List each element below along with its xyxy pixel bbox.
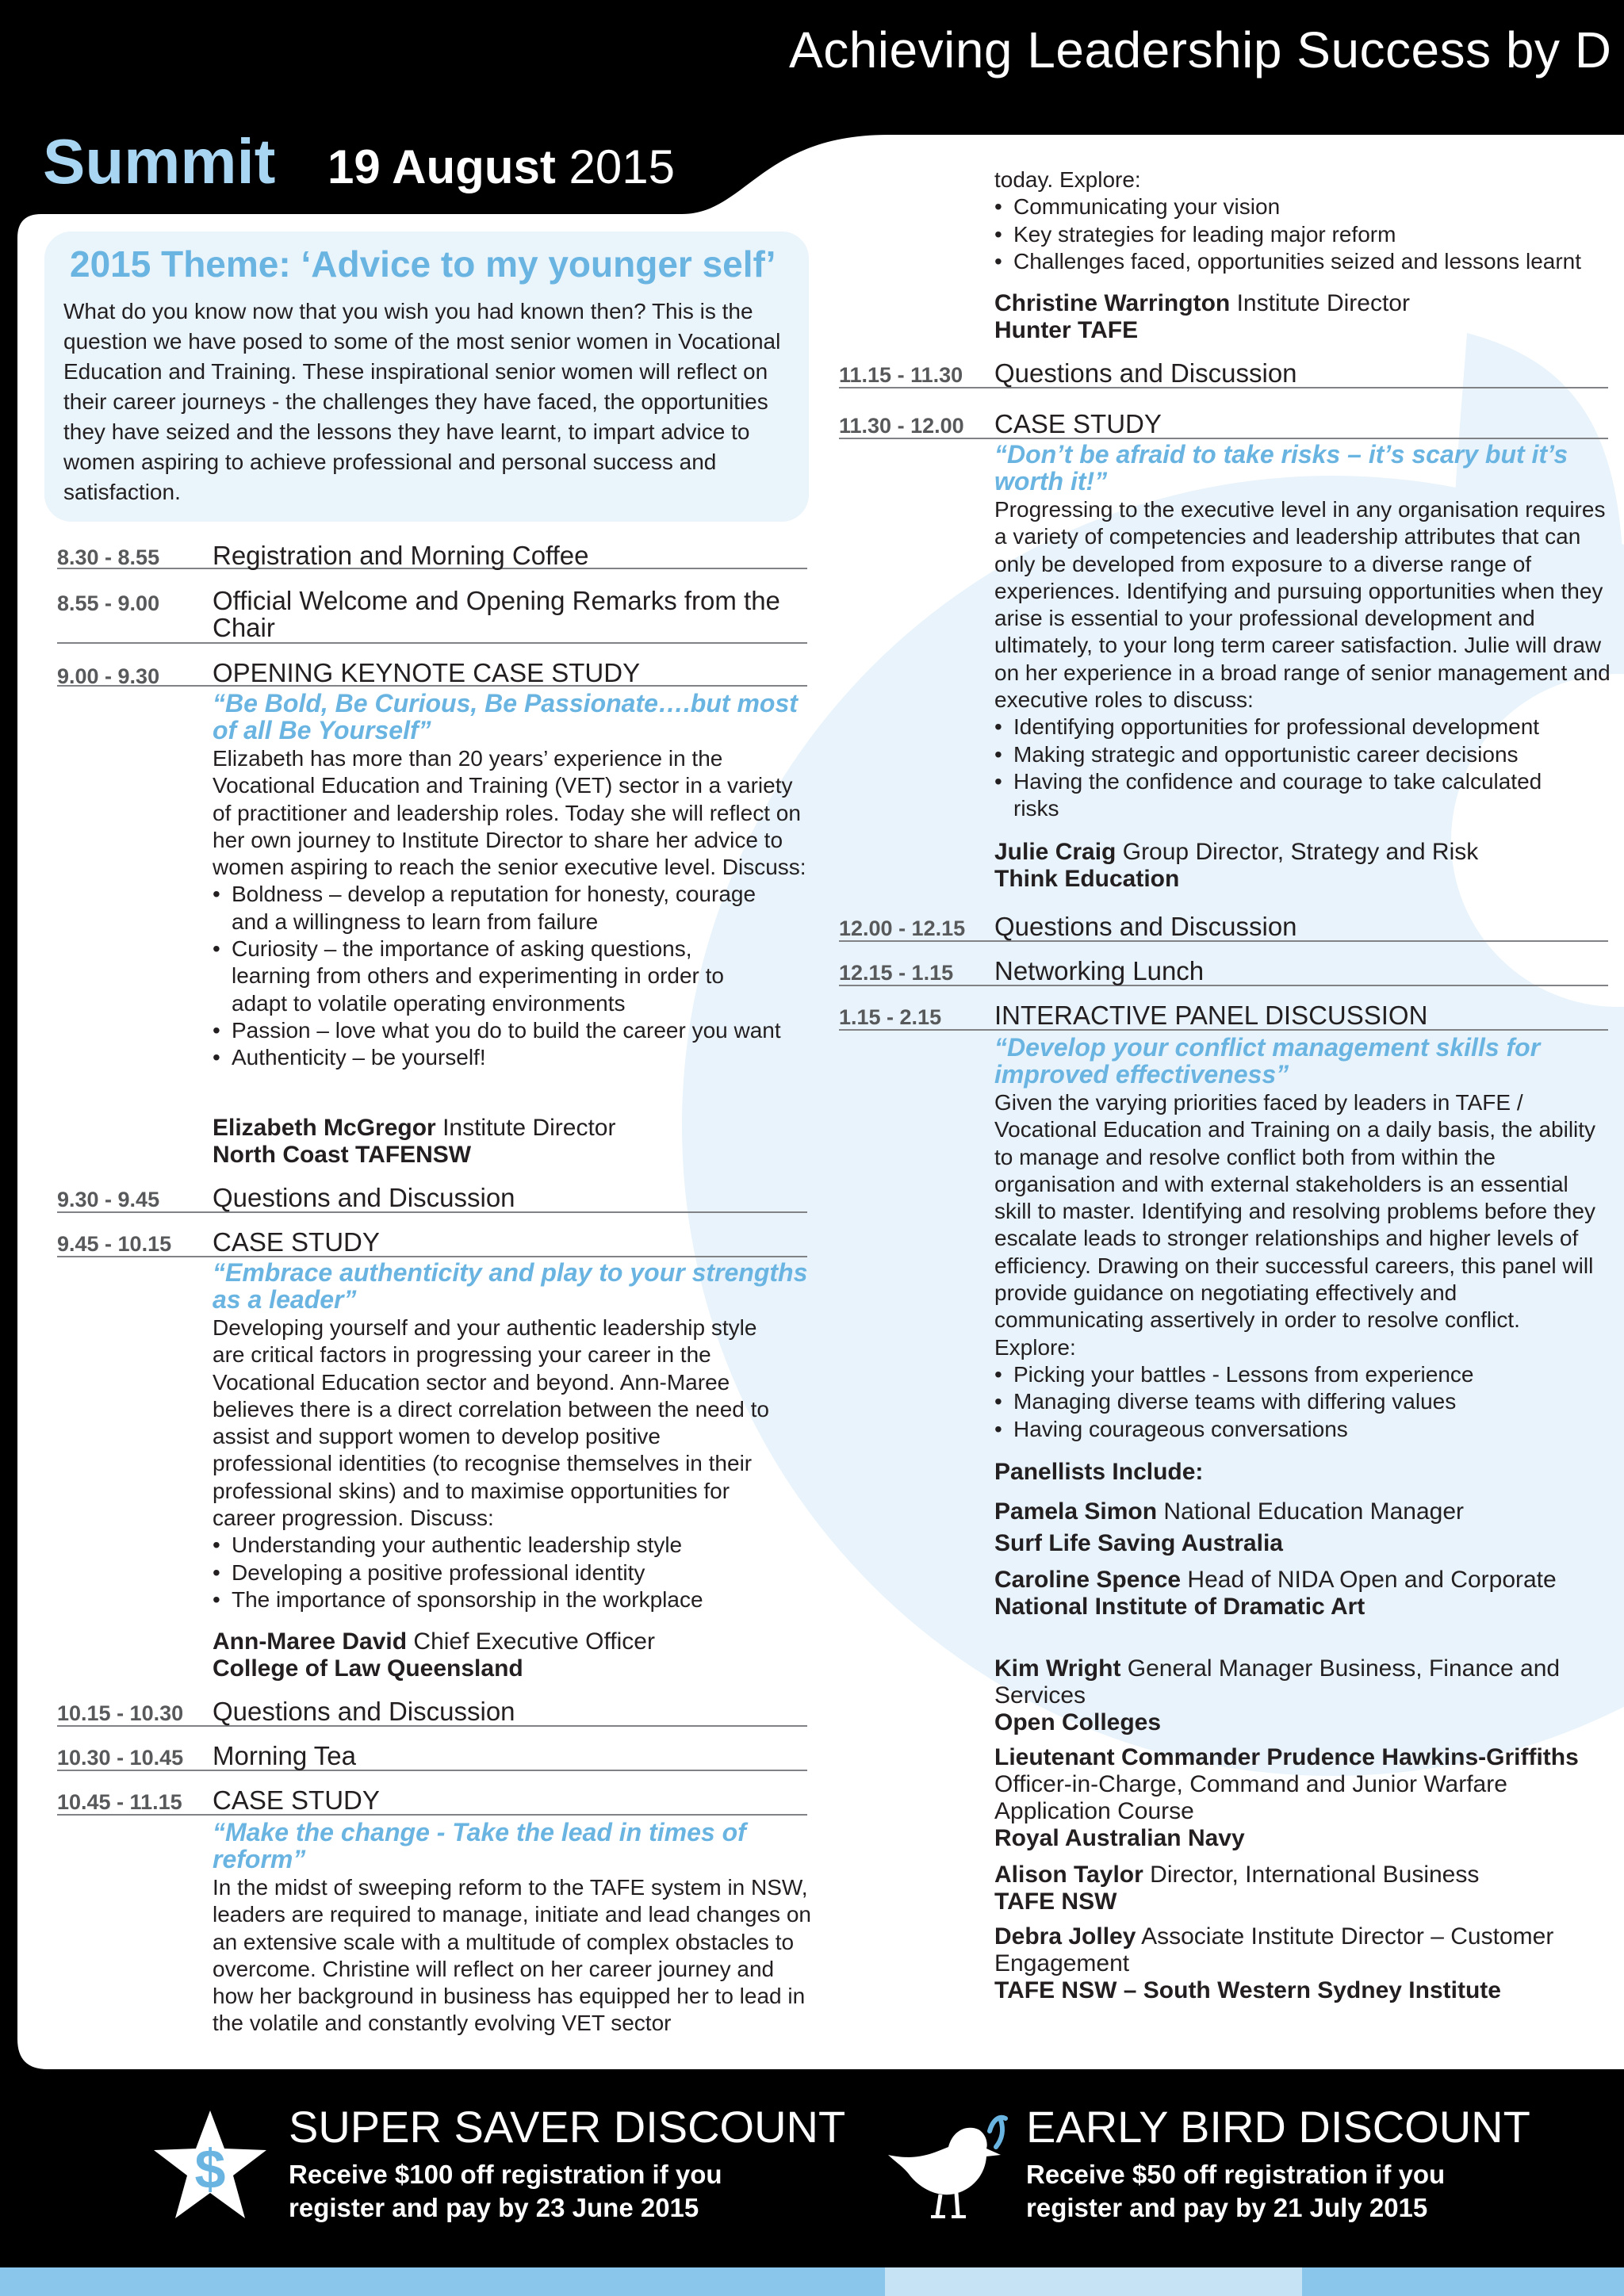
session-time: 10.15 - 10.30 [57, 1701, 184, 1725]
panellist-role: Associate Institute Director – Customer Engagement [994, 1923, 1554, 1976]
session-quote: “Make the change - Take the lead in times of reform” [213, 1818, 746, 1873]
speaker-org: North Coast TAFENSW [213, 1142, 472, 1168]
panellist [994, 1862, 1605, 1915]
bullet-item: • The importance of sponsorship in the workplace [213, 1586, 783, 1613]
panellist-name: Debra Jolley [994, 1923, 1136, 1950]
session-time: 9.45 - 10.15 [57, 1232, 172, 1256]
panellist [994, 1744, 1605, 1852]
bullet-item: • Curiosity – the importance of asking questions, learning from others and experimenting in order to adapt to volatile operating environments [213, 936, 815, 1017]
panellists-heading-text: Panellists Include: [994, 1459, 1204, 1485]
bullet-item: • Having courageous conversations [994, 1416, 1597, 1443]
session-time: 12.00 - 12.15 [839, 916, 966, 940]
session-description [994, 166, 1597, 275]
footer-stripe [0, 2267, 885, 2296]
early-bird-body [1026, 2158, 1445, 2225]
session-time: 8.55 - 9.00 [57, 591, 160, 615]
session-title: Networking Lunch [994, 956, 1205, 985]
bullet-list [994, 1361, 1597, 1443]
panellists-heading [994, 1459, 1597, 1486]
session-time: 9.00 - 9.30 [57, 664, 160, 688]
session-time: 10.30 - 10.45 [57, 1746, 184, 1770]
bullet-item: • Identifying opportunities for professional development [994, 714, 1613, 740]
panellist [994, 1498, 1597, 1557]
theme-body: What do you know now that you wish you had known then? This is the question we have posed to some of the most senior women in Vocational Education and Training. These inspirational senior women will reflect on their career journeys - the challenges they have faced, the opportunities they have seized and the lessons they have learnt, to impart advice to women aspiring to achieve professional and personal success and satisfaction. [63, 299, 781, 504]
panellist-name: Kim Wright [994, 1655, 1121, 1682]
session-title: Questions and Discussion [213, 1183, 515, 1212]
speaker-org: Hunter TAFE [994, 317, 1139, 343]
session-description [213, 1874, 815, 2038]
speaker-name: Ann-Maree David [213, 1628, 408, 1655]
super-saver-line2: register and pay by 23 June 2015 [289, 2193, 699, 2222]
panellist-role: Head of NIDA Open and Corporate [1187, 1567, 1557, 1593]
panellist-name: Caroline Spence [994, 1567, 1182, 1593]
session-title: CASE STUDY [213, 1227, 380, 1257]
session-title: Questions and Discussion [213, 1697, 515, 1726]
event-date [327, 140, 675, 194]
panellist-name: Alison Taylor [994, 1862, 1143, 1888]
event-date-day: 19 August [327, 140, 556, 193]
bullet-list [994, 714, 1613, 822]
panellist-org: TAFE NSW – South Western Sydney Institute [994, 1977, 1501, 2003]
session-time: 11.15 - 11.30 [839, 363, 963, 387]
bullet-item: • Boldness – develop a reputation for honesty, courage and a willingness to learn from failure [213, 881, 815, 936]
bullet-item: • Picking your battles - Lessons from experience [994, 1361, 1597, 1388]
event-date-year: 2015 [569, 140, 675, 193]
session-description [994, 496, 1613, 823]
bullet-item: • Managing diverse teams with differing values [994, 1388, 1597, 1415]
summit-label: Summit [43, 126, 276, 197]
panellist-name: Pamela Simon [994, 1498, 1158, 1525]
session-quote: “Develop your conflict management skills for improved effectiveness” [994, 1033, 1541, 1089]
session-title: Official Welcome and Opening Remarks from the Chair [213, 586, 780, 642]
bullet-item: • Key strategies for leading major reform [994, 221, 1597, 248]
bullet-item: • Challenges faced, opportunities seized and lessons learnt [994, 248, 1597, 275]
panellist-org: TAFE NSW [994, 1888, 1117, 1915]
session-body: Given the varying priorities faced by leaders in TAFE / Vocational Education and Training on a daily basis, the ability to manage and resolve conflict both from within the organisation and with external stakeholders is an essential skill to master. Identifying and resolving problems before they escalate leads to stronger relationships and higher levels of efficiency. Drawing on their successful careers, this panel will provide guidance on negotiating effectively and communicating assertively in order to resolve conflict. Explore: [994, 1090, 1596, 1360]
panellist-role: Officer-in-Charge, Command and Junior Warfare Application Course [994, 1771, 1507, 1824]
bullet-list [994, 193, 1597, 275]
bullet-item: • Having the confidence and courage to take calculated risks [994, 768, 1613, 823]
super-saver-line1: Receive $100 off registration if you [289, 2160, 722, 2189]
early-bird-line2: register and pay by 21 July 2015 [1026, 2193, 1428, 2222]
panellist [994, 1655, 1605, 1736]
panellist-role: National Education Manager [1163, 1498, 1464, 1525]
document-title: Achieving Leadership Success by D [789, 21, 1612, 78]
session-description [994, 1089, 1597, 1443]
panellist-org: Royal Australian Navy [994, 1825, 1245, 1851]
panellist-role: Director, International Business [1150, 1862, 1480, 1888]
session-quote: “Don’t be afraid to take risks – it’s scary but it’s worth it!” [994, 440, 1568, 496]
speaker-name: Elizabeth McGregor [213, 1115, 436, 1141]
session-body: Progressing to the executive level in any organisation requires a variety of competencies and leadership attributes that can only be developed from exposure to a diverse range of experiences. Identifying and pursuing opportunities when they arise is essential to your professional development and ultimately, to your long term career satisfaction. Julie will draw on her experience in a broad range of senior management and executive roles to discuss: [994, 497, 1611, 713]
footer-stripe [885, 2267, 1302, 2296]
bullet-item: • Understanding your authentic leadership style [213, 1532, 783, 1559]
session-description [213, 745, 815, 1072]
session-body: today. Explore: [994, 167, 1141, 192]
panellist-role: General Manager Business, Finance and Services [994, 1655, 1561, 1709]
theme-title: 2015 Theme: ‘Advice to my younger self’ [70, 243, 776, 285]
session-description [213, 1314, 783, 1613]
session-time: 8.30 - 8.55 [57, 545, 160, 569]
session-quote: “Embrace authenticity and play to your strengths as a leader” [213, 1258, 808, 1314]
panellist [994, 1567, 1605, 1621]
bullet-list [213, 881, 815, 1071]
session-title: Questions and Discussion [994, 912, 1297, 941]
super-saver-title: SUPER SAVER DISCOUNT [289, 2102, 846, 2152]
super-saver-body [289, 2158, 722, 2225]
speaker-block [213, 1628, 815, 1682]
panellist-org: Open Colleges [994, 1709, 1162, 1735]
session-time: 9.30 - 9.45 [57, 1188, 160, 1211]
speaker-name: Julie Craig [994, 839, 1116, 865]
speaker-role: Group Director, Strategy and Risk [1122, 839, 1479, 865]
panellist-org: National Institute of Dramatic Art [994, 1594, 1365, 1620]
star-icon [151, 2107, 270, 2223]
bullet-item: • Authenticity – be yourself! [213, 1044, 815, 1071]
session-title: CASE STUDY [994, 409, 1162, 438]
session-body: Developing yourself and your authentic leadership style are critical factors in progressing your career in the Vocational Education sector and beyond. Ann-Maree believes there is a direct correlation between the need to assist and support women to develop positive professional identities (to recognise themselves in their professional skins) and to maximise opportunities for career progression. Discuss: [213, 1315, 769, 1531]
early-bird-title: EARLY BIRD DISCOUNT [1026, 2102, 1530, 2152]
bird-icon [885, 2106, 1012, 2221]
session-time: 11.30 - 12.00 [839, 414, 964, 438]
session-quote: “Be Bold, Be Curious, Be Passionate….but most of all Be Yourself” [213, 689, 798, 744]
speaker-org: College of Law Queensland [213, 1655, 523, 1682]
session-time: 1.15 - 2.15 [839, 1005, 942, 1029]
bullet-list [213, 1532, 783, 1613]
speaker-block [994, 839, 1597, 893]
session-body: Elizabeth has more than 20 years’ experience in the Vocational Education and Training (VET) sector in a variety of practitioner and leadership roles. Today she will reflect on her own journey to Institute Director to share her advice to women aspiring to reach the senior executive level. Discuss: [213, 746, 806, 880]
speaker-block [994, 290, 1597, 344]
session-title: CASE STUDY [213, 1785, 380, 1815]
speaker-name: Christine Warrington [994, 290, 1231, 316]
session-title: OPENING KEYNOTE CASE STUDY [213, 658, 641, 687]
bullet-item: • Passion – love what you do to build the career you want [213, 1017, 815, 1044]
session-time: 12.15 - 1.15 [839, 961, 954, 985]
bullet-item: • Making strategic and opportunistic career decisions [994, 741, 1613, 768]
speaker-role: Institute Director [442, 1115, 616, 1141]
star-icon-label: $ [194, 2138, 226, 2200]
speaker-org: Think Education [994, 866, 1180, 892]
footer-stripe [1302, 2267, 1624, 2296]
session-title: INTERACTIVE PANEL DISCUSSION [994, 1001, 1428, 1030]
session-title: Questions and Discussion [994, 358, 1297, 388]
session-row [839, 958, 1608, 986]
panellist-org: Surf Life Saving Australia [994, 1530, 1283, 1556]
early-bird-line1: Receive $50 off registration if you [1026, 2160, 1446, 2189]
bullet-item: • Communicating your vision [994, 193, 1597, 220]
speaker-role: Chief Executive Officer [413, 1628, 655, 1655]
panellist-name: Lieutenant Commander Prudence Hawkins-Griffiths [994, 1744, 1579, 1770]
session-title: Morning Tea [213, 1741, 357, 1770]
speaker-role: Institute Director [1236, 290, 1410, 316]
bullet-item: • Developing a positive professional identity [213, 1559, 783, 1586]
speaker-block [213, 1115, 815, 1169]
session-time: 10.45 - 11.15 [57, 1790, 182, 1814]
session-title: Registration and Morning Coffee [213, 541, 589, 570]
panellist [994, 1923, 1605, 2004]
session-body: In the midst of sweeping reform to the TAFE system in NSW, leaders are required to manage, initiate and lead changes on an extensive scale with a multitude of complex obstacles to overcome. Christine will reflect on her career journey and how her background in business has equipped her to lead in the volatile and constantly evolving VET sector [213, 1875, 811, 2036]
